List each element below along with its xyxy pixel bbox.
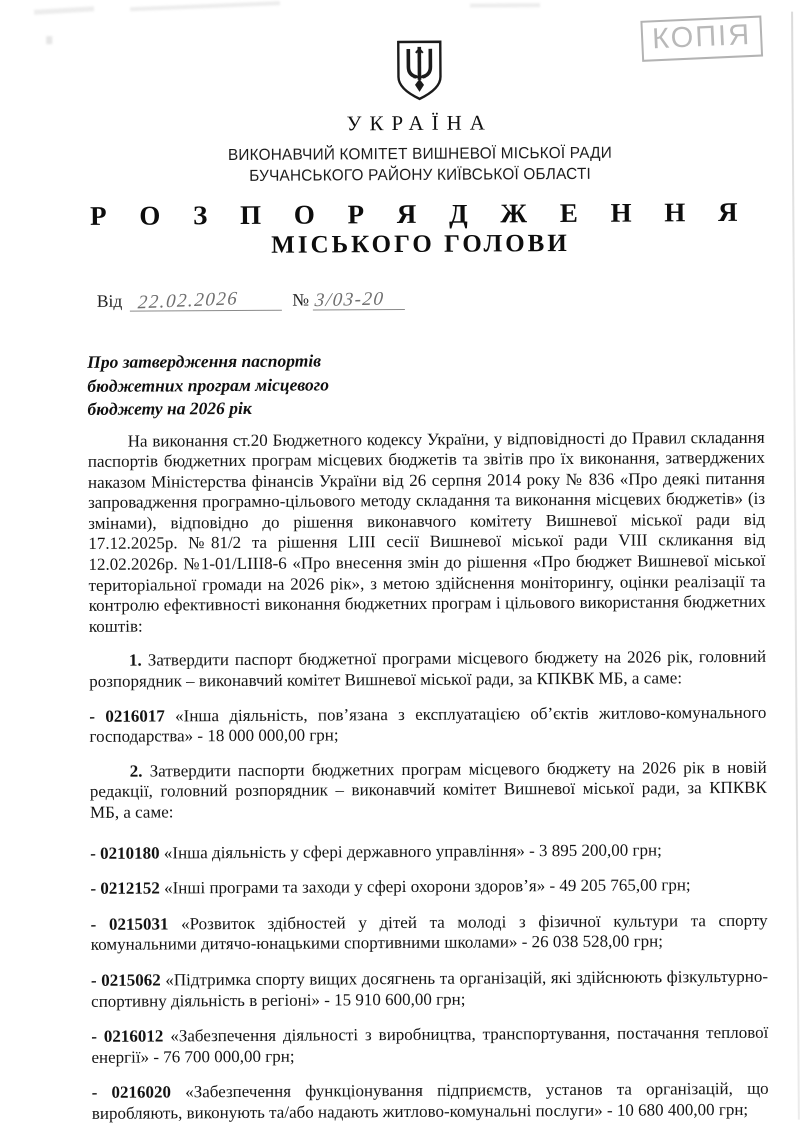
date-field: [130, 286, 282, 312]
budget-entry-text: «Інші програми та заходи у сфері охорони здоров’я» - 49 205 765,00 грн;: [164, 875, 691, 898]
budget-code: - 0210180: [90, 843, 160, 863]
document-subject: [87, 347, 800, 422]
item-1-text: Затвердити паспорт бюджетної програми місцевого бюджету на 2026 рік, головний розпорядник – виконавчий комітет Вишневої міської ради, за КПКВК МБ, а саме:: [89, 647, 767, 691]
item-2-number: 2.: [129, 761, 143, 781]
document-type-subtitle: МІСЬКОГО ГОЛОВИ: [271, 229, 570, 259]
budget-entry-text: «Забезпечення функціонування підприємств, установ та організацій, що виробляють, виконують та/або надають житлово-комунальні послуги» - 10 680 400,00 грн;: [91, 1079, 769, 1123]
document-header: [19, 0, 800, 261]
date-label: Від: [96, 290, 123, 311]
budget-entry: [91, 1023, 768, 1068]
org-name-line2: БУЧАНСЬКОГО РАЙОНУ КИЇВСЬКОЇ ОБЛАСТІ: [249, 165, 592, 185]
handwritten-number: 3/03-20: [314, 288, 386, 312]
budget-entry: [90, 875, 767, 900]
budget-code: - 0216020: [91, 1082, 172, 1103]
budget-entry-text: «Забезпечення діяльності з виробництва, транспортування, постачання теплової енергії» - 76 700 000,00 грн;: [91, 1022, 769, 1067]
budget-entry: [89, 702, 766, 747]
budget-entry: [91, 967, 768, 1012]
budget-entry-text: «Інша діяльність у сфері державного управління» - 3 895 200,00 грн;: [163, 840, 662, 863]
budget-entry: [91, 911, 768, 956]
number-label: №: [292, 289, 310, 310]
intro-paragraph: На виконання ст.20 Бюджетного кодексу України, у відповідності до Правил складання паспортів бюджетних програм місцевих бюджетів та звітів про їх виконання, затверджених наказом Міністерства фінансів України від 26 серпня 2014 року № 836 «Про деякі питання запровадження програмно-цільового методу складання та виконання місцевих бюджетів» (із змінами), відповідно до рішення виконавчого комітету Вишневої міської ради від 17.12.2025р. №81/2 та рішення LIII сесії Вишневої міської ради VIII скликання від 12.02.2026р. №1-01/LІІІ8-6 «Про внесення змін до рішення «Про бюджет Вишневої міської територіальної громади на 2026 рік», з метою здійснення моніторингу, оцінки реалізації та контролю ефективності виконання бюджетних програм і цільового використання бюджетних коштів:: [87, 427, 766, 636]
item-1-paragraph: [89, 647, 766, 692]
budget-entry: [90, 839, 767, 864]
budget-code: - 0216017: [89, 706, 165, 726]
date-number-line: [97, 283, 800, 317]
org-name-line1: ВИКОНАВЧИЙ КОМІТЕТ ВИШНЕВОЇ МІСЬКОЇ РАДИ: [227, 144, 613, 165]
subject-line: Про затвердження паспортів: [87, 350, 322, 372]
subject-line: бюджетних програм місцевого: [87, 373, 329, 396]
item-2-text: Затвердити паспорти бюджетних програм місцевого бюджету на 2026 рік в новій редакції, головний розпорядник – виконавчий комітет Вишневої міської ради, за КПКВК МБ, а саме:: [89, 757, 767, 822]
budget-entry-text: «Інша діяльність, пов’язана з експлуатацією об’єктів житлово-комунального господарства» - 18 000 000,00 грн;: [89, 702, 767, 747]
budget-code: - 0215062: [90, 970, 161, 990]
budget-code: - 0212152: [90, 878, 160, 899]
number-field: [313, 285, 405, 311]
ukraine-trident-icon: [393, 40, 445, 107]
budget-code: - 0216012: [91, 1026, 164, 1047]
item-1-number: 1.: [128, 651, 142, 671]
document-body: [88, 427, 769, 1124]
copy-stamp-label: КОПІЯ: [651, 18, 752, 56]
budget-entry-text: «Розвиток здібностей у дітей та молоді з фізичної культури та спорту комунальними дитячо-юнацькими спортивними школами» - 26 038 528,00 грн;: [90, 910, 768, 955]
document-type-title: Р О З П О Р Я Д Ж Е Н Н Я: [89, 196, 751, 231]
budget-entry: [92, 1079, 769, 1124]
subject-line: бюджету на 2026 рік: [87, 397, 252, 419]
handwritten-date: 22.02.2026: [137, 288, 240, 314]
country-name: УКРАЇНА: [346, 110, 493, 136]
item-2-paragraph: [90, 758, 767, 824]
budget-entry-text: «Підтримка спорту вищих досягнень та організацій, які здійснюють фізкультурно-спортивну діяльність в регіоні» - 15 910 600,00 грн;: [91, 966, 769, 1011]
budget-code: - 0215031: [90, 914, 169, 934]
